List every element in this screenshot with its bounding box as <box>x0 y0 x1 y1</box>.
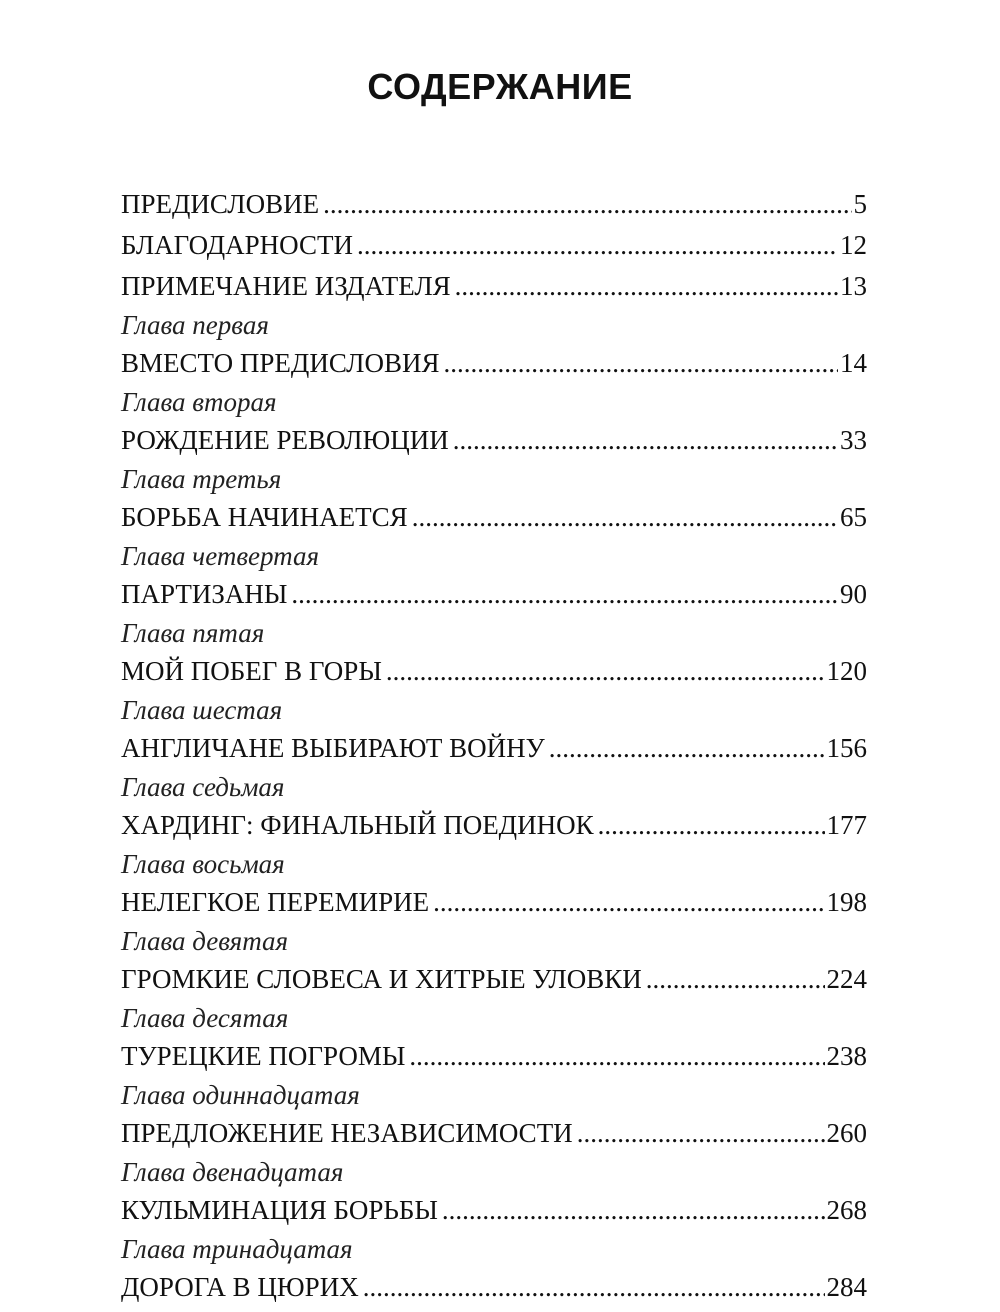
page-number: 260 <box>826 1118 867 1148</box>
chapter-label: Глава одиннадцатая <box>121 1080 360 1110</box>
page-number: 5 <box>853 189 867 219</box>
section-title: ВМЕСТО ПРЕДИСЛОВИЯ <box>121 343 444 384</box>
dot-leader <box>409 1036 824 1077</box>
toc-entry <box>121 692 867 769</box>
dot-leader <box>412 497 838 538</box>
chapter-label: Глава тринадцатая <box>121 1234 353 1264</box>
dot-leader <box>442 1190 825 1231</box>
page-number: 33 <box>840 425 867 455</box>
section-title: БЛАГОДАРНОСТИ <box>121 225 357 266</box>
dot-leader <box>453 420 838 461</box>
toc-line <box>121 574 867 615</box>
toc-line <box>121 1113 867 1154</box>
toc-list <box>121 184 867 1308</box>
section-title: КУЛЬМИНАЦИЯ БОРЬБЫ <box>121 1190 442 1231</box>
toc-line <box>121 266 867 307</box>
toc-entry <box>121 615 867 692</box>
chapter-label: Глава первая <box>121 310 269 340</box>
toc-line <box>121 225 867 266</box>
toc-line <box>121 1267 867 1308</box>
page-number: 177 <box>826 810 867 840</box>
section-title: ПРЕДИСЛОВИЕ <box>121 184 323 225</box>
page-number: 90 <box>840 579 867 609</box>
toc-line <box>121 184 867 225</box>
toc-entry <box>121 923 867 1000</box>
toc-entry <box>121 266 867 307</box>
toc-line <box>121 651 867 692</box>
page-number: 13 <box>840 271 867 301</box>
section-title: АНГЛИЧАНЕ ВЫБИРАЮТ ВОЙНУ <box>121 728 549 769</box>
section-title: РОЖДЕНИЕ РЕВОЛЮЦИИ <box>121 420 453 461</box>
section-title: НЕЛЕГКОЕ ПЕРЕМИРИЕ <box>121 882 433 923</box>
toc-line <box>121 882 867 923</box>
page-number: 12 <box>840 230 867 260</box>
page-number: 14 <box>840 348 867 378</box>
chapter-label: Глава восьмая <box>121 849 285 879</box>
toc-line <box>121 343 867 384</box>
page-number: 120 <box>826 656 867 686</box>
page-number: 224 <box>826 964 867 994</box>
section-title: ГРОМКИЕ СЛОВЕСА И ХИТРЫЕ УЛОВКИ <box>121 959 646 1000</box>
toc-line <box>121 497 867 538</box>
toc-entry <box>121 769 867 846</box>
chapter-label: Глава пятая <box>121 618 265 648</box>
chapter-label: Глава третья <box>121 464 282 494</box>
toc-entry <box>121 1231 867 1308</box>
dot-leader <box>357 225 838 266</box>
section-title: ПРЕДЛОЖЕНИЕ НЕЗАВИСИМОСТИ <box>121 1113 577 1154</box>
toc-line <box>121 805 867 846</box>
page-number: 268 <box>826 1195 867 1225</box>
dot-leader <box>549 728 825 769</box>
toc-line <box>121 420 867 461</box>
chapter-label: Глава вторая <box>121 387 277 417</box>
toc-entry <box>121 384 867 461</box>
section-title: ТУРЕЦКИЕ ПОГРОМЫ <box>121 1036 409 1077</box>
dot-leader <box>291 574 838 615</box>
section-title: ДОРОГА В ЦЮРИХ <box>121 1267 363 1308</box>
section-title: ХАРДИНГ: ФИНАЛЬНЫЙ ПОЕДИНОК <box>121 805 598 846</box>
page-title: СОДЕРЖАНИЕ <box>367 66 633 107</box>
dot-leader <box>455 266 838 307</box>
chapter-label: Глава десятая <box>121 1003 289 1033</box>
dot-leader <box>323 184 851 225</box>
chapter-label: Глава четвертая <box>121 541 320 571</box>
page-number: 284 <box>826 1272 867 1302</box>
page-number: 198 <box>826 887 867 917</box>
toc-entry <box>121 1154 867 1231</box>
page-number: 156 <box>826 733 867 763</box>
chapter-label: Глава седьмая <box>121 772 285 802</box>
section-title: МОЙ ПОБЕГ В ГОРЫ <box>121 651 386 692</box>
dot-leader <box>444 343 839 384</box>
section-title: ПРИМЕЧАНИЕ ИЗДАТЕЛЯ <box>121 266 455 307</box>
dot-leader <box>577 1113 825 1154</box>
dot-leader <box>386 651 825 692</box>
toc-entry <box>121 307 867 384</box>
dot-leader <box>433 882 824 923</box>
chapter-label: Глава двенадцатая <box>121 1157 344 1187</box>
toc-entry <box>121 846 867 923</box>
toc-entry <box>121 461 867 538</box>
toc-line <box>121 959 867 1000</box>
section-title: ПАРТИЗАНЫ <box>121 574 291 615</box>
page-number: 238 <box>826 1041 867 1071</box>
dot-leader <box>363 1267 825 1308</box>
toc-line <box>121 728 867 769</box>
dot-leader <box>646 959 825 1000</box>
page-number: 65 <box>840 502 867 532</box>
toc-entry <box>121 225 867 266</box>
toc-entry <box>121 1077 867 1154</box>
chapter-label: Глава девятая <box>121 926 289 956</box>
dot-leader <box>598 805 825 846</box>
section-title: БОРЬБА НАЧИНАЕТСЯ <box>121 497 412 538</box>
toc-entry <box>121 538 867 615</box>
toc-line <box>121 1190 867 1231</box>
toc-entry <box>121 184 867 225</box>
chapter-label: Глава шестая <box>121 695 283 725</box>
toc-entry <box>121 1000 867 1077</box>
toc-line <box>121 1036 867 1077</box>
